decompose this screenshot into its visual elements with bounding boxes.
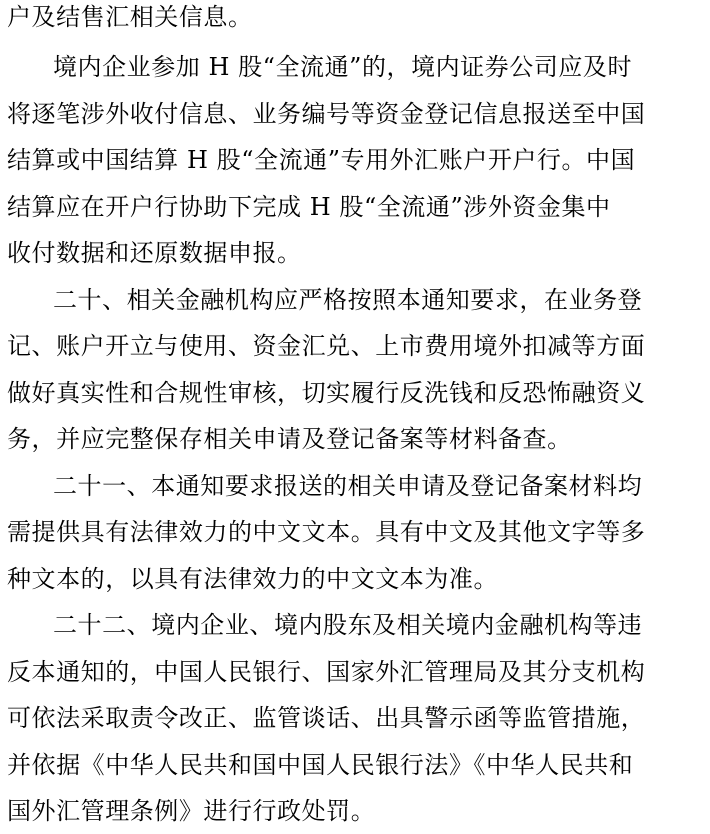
- paragraph-start-line: 二十一、本通知要求报送的相关申请及登记备案材料均: [53, 472, 643, 500]
- paragraph-start-line: 境内企业参加 H 股“全流通”的，境内证券公司应及时: [53, 53, 633, 81]
- text-line: 务，并应完整保存相关申请及登记备案等材料备查。: [7, 425, 572, 453]
- text-line: 将逐笔涉外收付信息、业务编号等资金登记信息报送至中国: [7, 100, 646, 128]
- text-line: 反本通知的，中国人民银行、国家外汇管理局及其分支机构: [7, 658, 646, 686]
- text-line: 结算或中国结算 H 股“全流通”专用外汇账户开户行。中国: [7, 146, 636, 174]
- text-line: 户及结售汇相关信息。: [7, 3, 253, 31]
- text-line: 需提供具有法律效力的中文文本。具有中文及其他文字等多: [7, 518, 646, 546]
- text-line: 做好真实性和合规性审核，切实履行反洗钱和反恐怖融资义: [7, 379, 646, 407]
- text-line: 结算应在开户行协助下完成 H 股“全流通”涉外资金集中: [7, 193, 611, 221]
- paragraph-start-line: 二十二、境内企业、境内股东及相关境内金融机构等违: [53, 611, 643, 639]
- text-line: 国外汇管理条例》进行行政处罚。: [7, 797, 376, 825]
- text-line: 收付数据和还原数据申报。: [7, 239, 302, 267]
- text-line: 种文本的，以具有法律效力的中文文本为准。: [7, 565, 498, 593]
- text-line: 并依据《中华人民共和国中国人民银行法》《中华人民共和: [7, 751, 634, 779]
- paragraph-start-line: 二十、相关金融机构应严格按照本通知要求，在业务登: [53, 286, 643, 314]
- text-line: 记、账户开立与使用、资金汇兑、上市费用境外扣减等方面: [7, 332, 646, 360]
- text-line: 可依法采取责令改正、监管谈话、出具警示函等监管措施，: [7, 704, 646, 732]
